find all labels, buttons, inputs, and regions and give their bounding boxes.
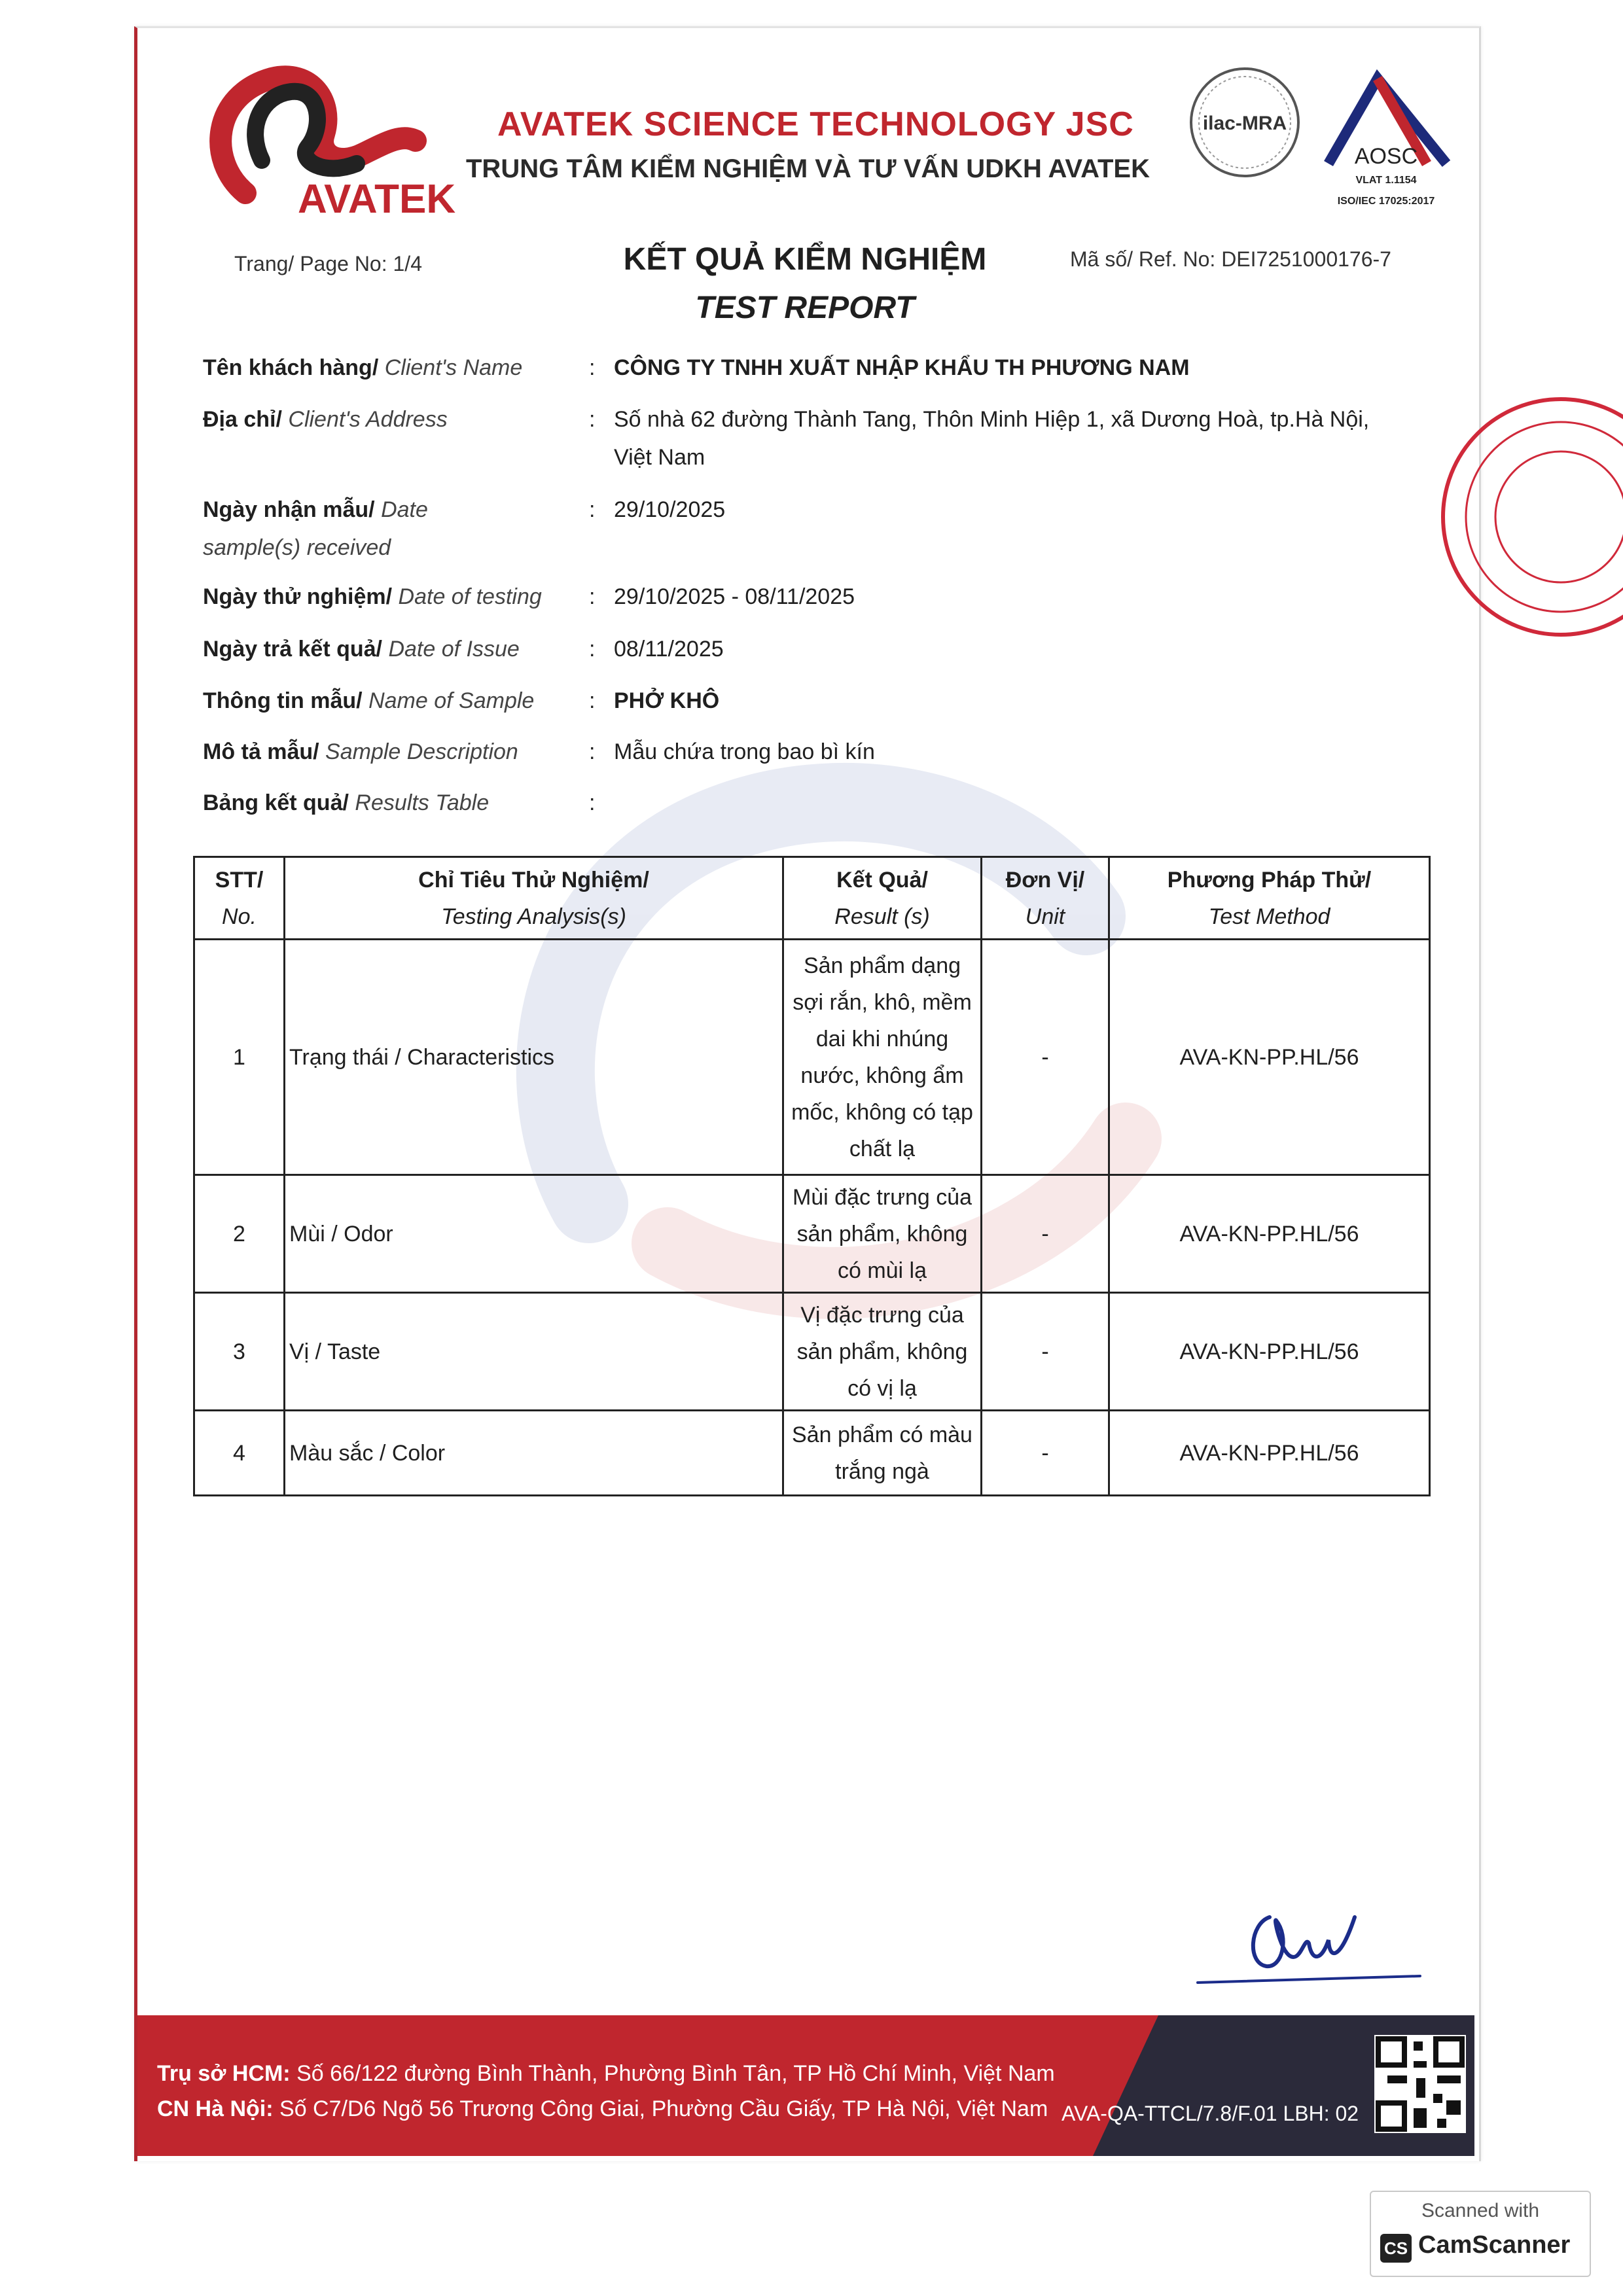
- logo-text: AVATEK: [298, 177, 456, 222]
- form-code: AVA-QA-TTCL/7.8/F.01 LBH: 02: [1061, 2102, 1359, 2125]
- company-name: AVATEK SCIENCE TECHNOLOGY JSC: [497, 105, 1134, 143]
- footer: [137, 2015, 1474, 2156]
- client-address-value: Số nhà 62 đường Thành Tang, Thôn Minh Hiệp 1, xã Dương Hoà, tp.Hà Nội, Việt Nam: [614, 407, 1370, 470]
- client-address-label: Địa chỉ/ Client's Address: [203, 407, 448, 432]
- table-row: [194, 940, 1430, 1175]
- client-name-value: CÔNG TY TNHH XUẤT NHẬP KHẨU TH PHƯƠNG NAM: [614, 355, 1190, 380]
- reference-number: Mã số/ Ref. No: DEI7251000176-7: [1070, 247, 1391, 271]
- report-title-en: TEST REPORT: [695, 291, 915, 325]
- date-testing-value: 29/10/2025 - 08/11/2025: [614, 584, 855, 609]
- camscanner-name: CamScanner: [1418, 2231, 1571, 2259]
- cell-no: 3: [194, 1293, 285, 1411]
- table-header-row: [194, 857, 1430, 940]
- cell-result: Mùi đặc trưng của sản phẩm, không có mùi lạ: [783, 1175, 982, 1293]
- cell-unit: -: [982, 1293, 1109, 1411]
- cell-analysis: Màu sắc / Color: [285, 1411, 783, 1496]
- report-title: [589, 236, 1021, 332]
- cell-unit: -: [982, 1411, 1109, 1496]
- page-number: Trang/ Page No: 1/4: [234, 252, 422, 275]
- cell-analysis: Trạng thái / Characteristics: [285, 940, 783, 1175]
- results-table: [193, 856, 1431, 1496]
- header-unit: Đơn Vị/ Unit: [982, 857, 1109, 940]
- svg-text:ilac-MRA: ilac-MRA: [1202, 113, 1287, 134]
- date-issue-value: 08/11/2025: [614, 637, 724, 662]
- avatek-logo: [200, 56, 456, 222]
- colon: :: [589, 355, 596, 380]
- table-row: [194, 1175, 1430, 1293]
- cell-method: AVA-KN-PP.HL/56: [1109, 1411, 1430, 1496]
- cell-no: 4: [194, 1411, 285, 1496]
- colon: :: [589, 688, 596, 713]
- cell-analysis: Vị / Taste: [285, 1293, 783, 1411]
- cell-no: 1: [194, 940, 285, 1175]
- header-method: Phương Pháp Thử/ Test Method: [1109, 857, 1430, 940]
- colon: :: [589, 790, 596, 815]
- cell-method: AVA-KN-PP.HL/56: [1109, 1293, 1430, 1411]
- results-table-label: Bảng kết quả/ Results Table: [203, 790, 490, 815]
- report-title-vi: KẾT QUẢ KIỂM NGHIỆM: [623, 242, 987, 277]
- cell-unit: -: [982, 1175, 1109, 1293]
- cell-result: Sản phẩm dạng sợi rắn, khô, mềm dai khi nhúng nước, không ẩm mốc, không có tạp chất lạ: [783, 940, 982, 1175]
- sample-name-label: Thông tin mẫu/ Name of Sample: [203, 688, 535, 713]
- svg-text:VLAT 1.1154: VLAT 1.1154: [1355, 175, 1417, 186]
- cell-method: AVA-KN-PP.HL/56: [1109, 1175, 1430, 1293]
- table-row: [194, 1411, 1430, 1496]
- cell-method: AVA-KN-PP.HL/56: [1109, 940, 1430, 1175]
- date-testing-label: Ngày thử nghiệm/ Date of testing: [203, 584, 542, 609]
- qr-code-icon: [1374, 2035, 1466, 2133]
- footer-hanoi-address: CN Hà Nội: Số C7/D6 Ngõ 56 Trương Công Giai, Phường Cầu Giấy, TP Hà Nội, Việt Nam: [157, 2096, 1048, 2121]
- cell-unit: -: [982, 940, 1109, 1175]
- sample-description-value: Mẫu chứa trong bao bì kín: [614, 739, 875, 764]
- header-result: Kết Quả/ Result (s): [783, 857, 982, 940]
- sample-description-label: Mô tả mẫu/ Sample Description: [203, 739, 518, 764]
- client-name-label: Tên khách hàng/ Client's Name: [203, 355, 523, 380]
- cell-result: Sản phẩm có màu trắng ngà: [783, 1411, 982, 1496]
- cell-result: Vị đặc trưng của sản phẩm, không có vị lạ: [783, 1293, 982, 1411]
- footer-hcm-address: Trụ sở HCM: Số 66/122 đường Bình Thành, Phường Bình Tân, TP Hồ Chí Minh, Việt Nam: [157, 2061, 1055, 2086]
- colon: :: [589, 637, 596, 662]
- colon: :: [589, 497, 596, 522]
- cell-no: 2: [194, 1175, 285, 1293]
- company-stamp: [1436, 393, 1515, 641]
- date-received-value: 29/10/2025: [614, 497, 726, 522]
- company-subtitle: TRUNG TÂM KIỂM NGHIỆM VÀ TƯ VẤN UDKH AVATEK: [466, 154, 1150, 183]
- date-issue-label: Ngày trả kết quả/ Date of Issue: [203, 637, 520, 662]
- colon: :: [589, 407, 596, 432]
- cell-analysis: Mùi / Odor: [285, 1175, 783, 1293]
- sample-name-value: PHỞ KHÔ: [614, 688, 720, 713]
- date-received-label: Ngày nhận mẫu/ Date sample(s) received: [203, 497, 428, 560]
- camscanner-caption: Scanned with: [1421, 2200, 1540, 2221]
- ilac-mra-logo: [1188, 65, 1302, 180]
- svg-text:AOSC: AOSC: [1354, 144, 1418, 169]
- header-analysis: Chỉ Tiêu Thử Nghiệm/ Testing Analysis(s): [285, 857, 783, 940]
- svg-text:ISO/IEC 17025:2017: ISO/IEC 17025:2017: [1337, 196, 1435, 207]
- header-no: STT/ No.: [194, 857, 285, 940]
- colon: :: [589, 584, 596, 609]
- colon: :: [589, 739, 596, 764]
- signature: [1191, 1891, 1427, 1996]
- camscanner-icon: CS: [1380, 2234, 1412, 2263]
- aosc-accreditation-logo: [1315, 65, 1456, 216]
- table-row: [194, 1293, 1430, 1411]
- camscanner-watermark: [1370, 2191, 1591, 2277]
